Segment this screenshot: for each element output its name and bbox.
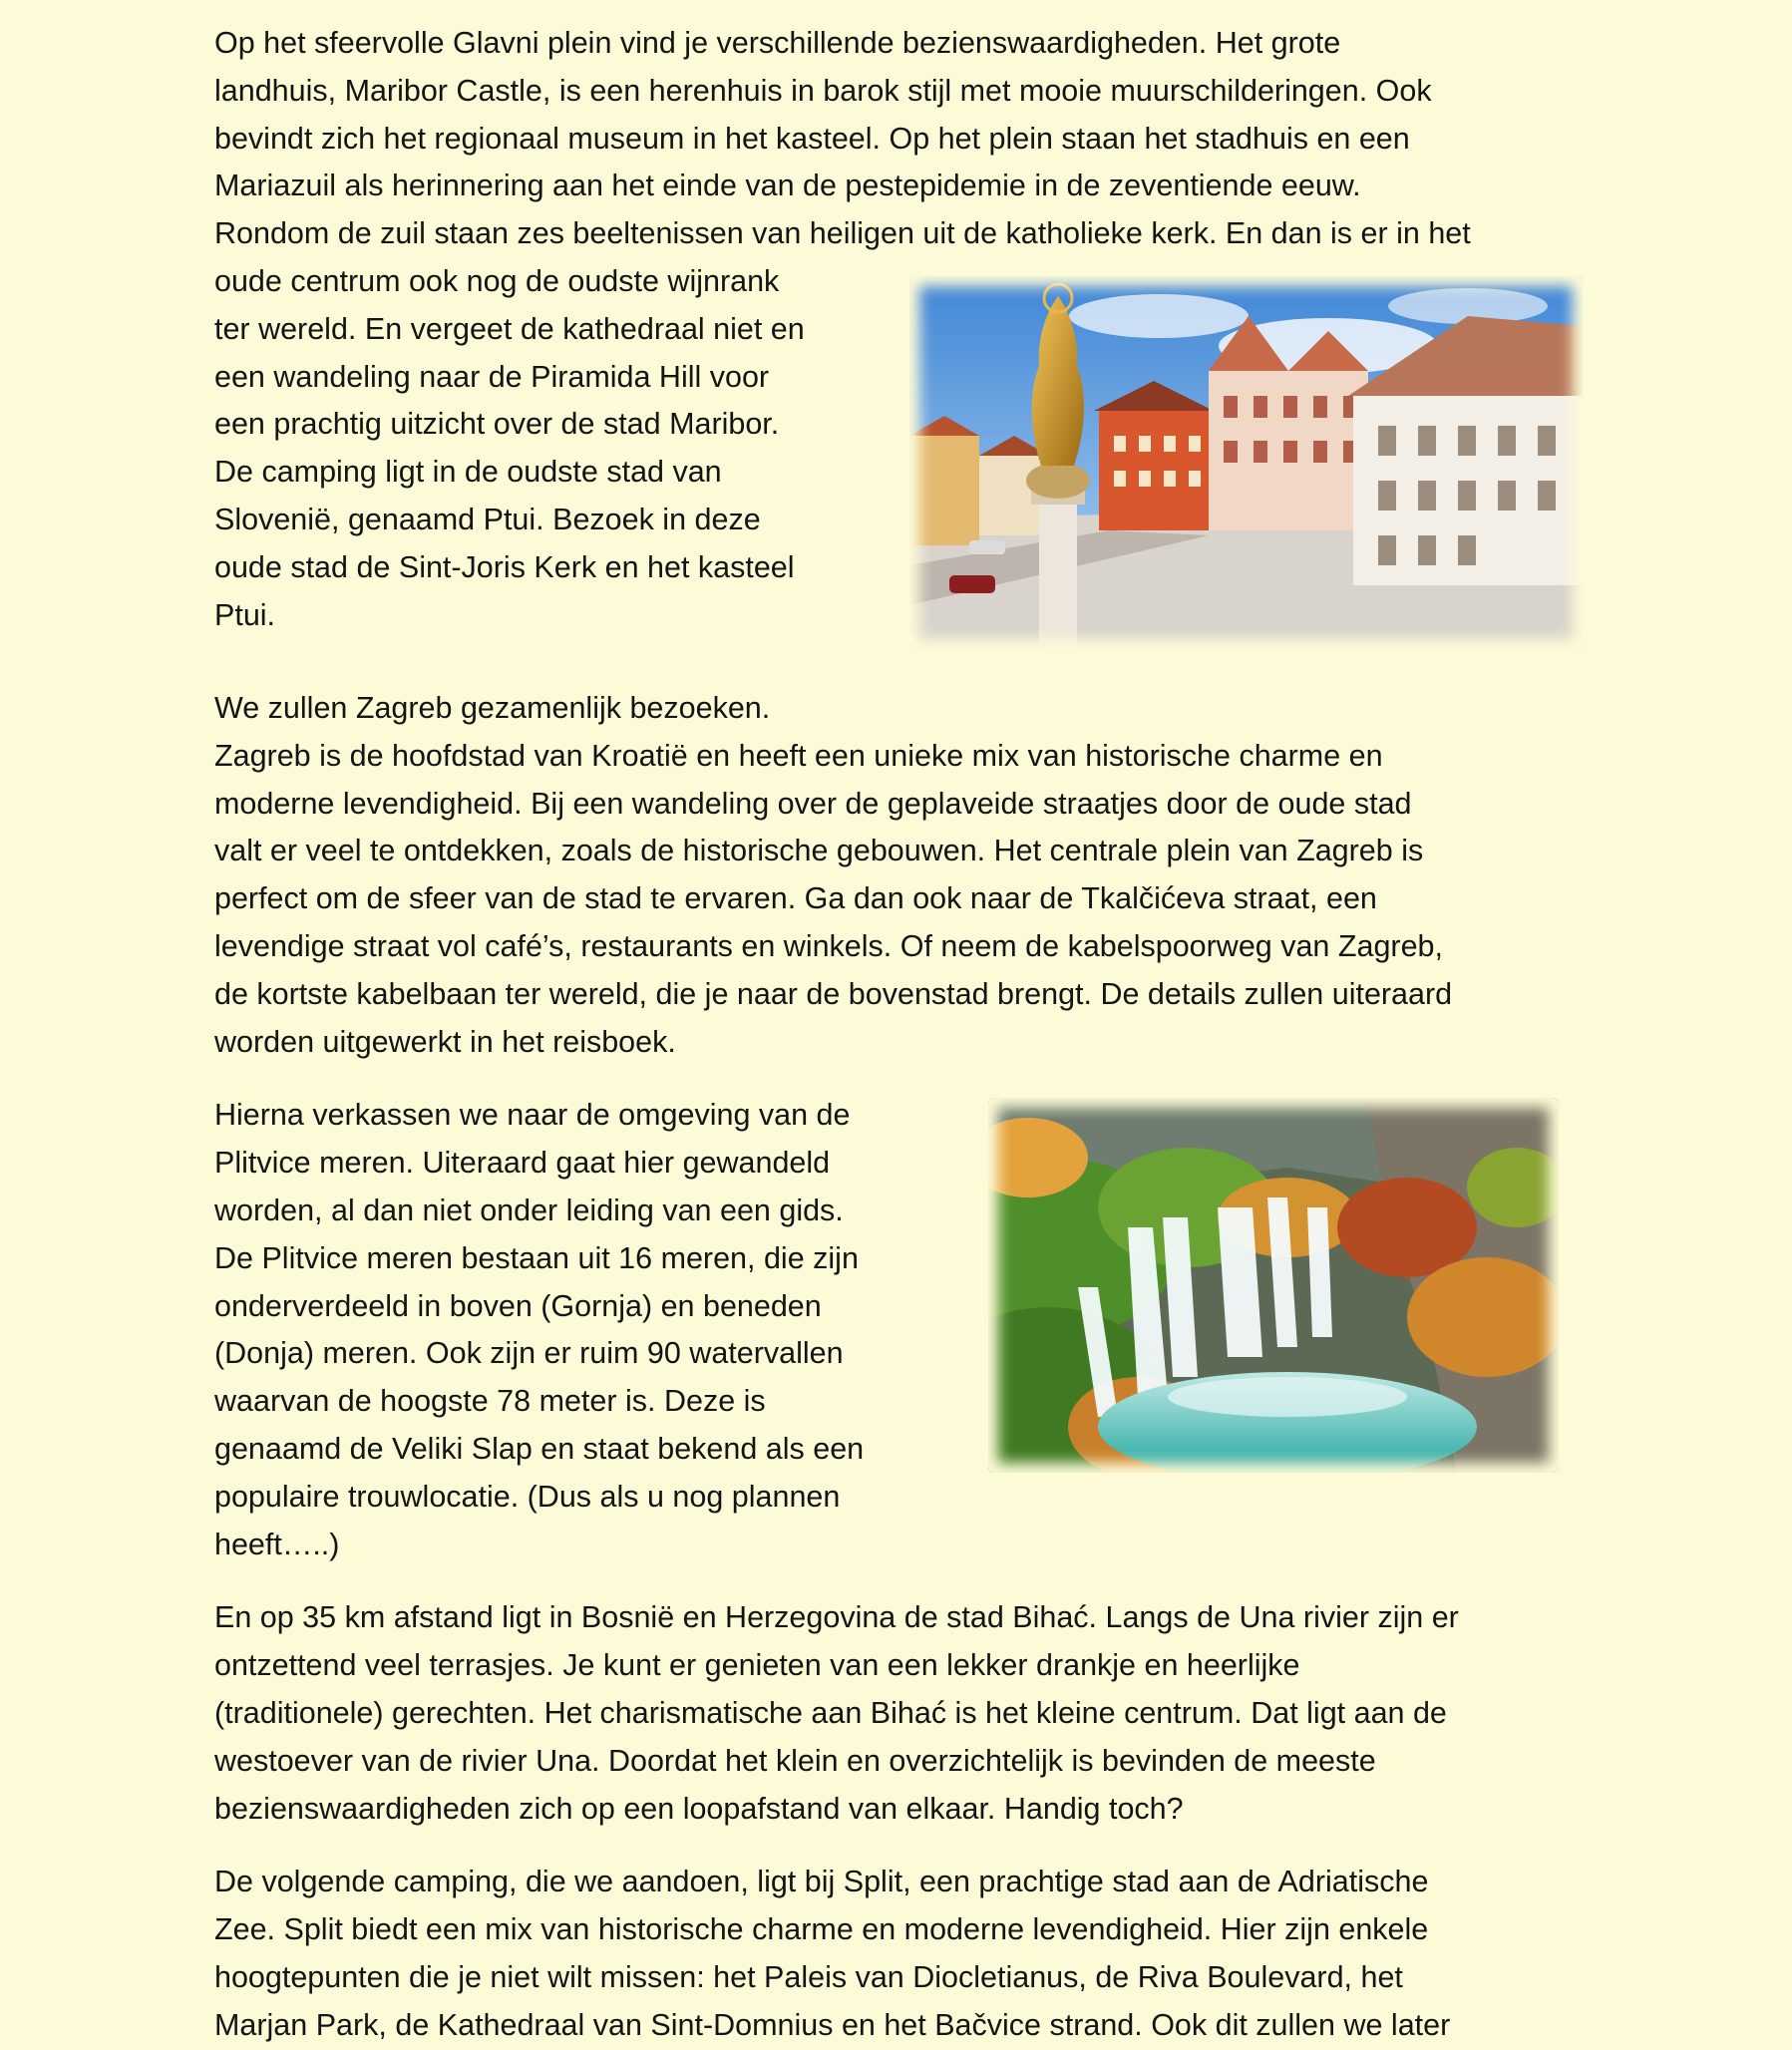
text-line: Hierna verkassen we naar de omgeving van de — [214, 1098, 851, 1133]
text-line: de kortste kabelbaan ter wereld, die je naar de bovenstad brengt. De details zullen uiteraard — [214, 976, 1453, 1011]
text-line: ontzettend veel terrasjes. Je kunt er genieten van een lekker drankje en heerlijke — [214, 1648, 1300, 1683]
text-line: Plitvice meren. Uiteraard gaat hier gewandeld — [214, 1146, 831, 1181]
paragraph-split — [214, 1859, 1583, 2049]
text-line: En op 35 km afstand ligt in Bosnië en Herzegovina de stad Bihać. Langs de Una rivier zijn er — [214, 1600, 1459, 1635]
text-line: Op het sfeervolle Glavni plein vind je verschillende bezienswaardigheden. Het grote — [214, 26, 1341, 60]
text-line: Slovenië, genaamd Ptui. Bezoek in deze — [214, 502, 761, 536]
maribor-square-photo — [909, 276, 1583, 649]
text-line: Rondom de zuil staan zes beeltenissen van heiligen uit de katholieke kerk. En dan is er in het — [214, 216, 1471, 251]
text-line: De Plitvice meren bestaan uit 16 meren, die zijn — [214, 1240, 859, 1275]
plitvice-waterfalls-illustration — [988, 1098, 1559, 1473]
text-line: genaamd de Veliki Slap en staat bekend als een — [214, 1431, 865, 1466]
text-line: moderne levendigheid. Bij een wandeling over de geplaveide straatjes door de oude stad — [214, 786, 1412, 821]
text-line: Ptui. — [214, 597, 276, 632]
text-line: bevindt zich het regionaal museum in het kasteel. Op het plein staan het stadhuis en een — [214, 121, 1410, 156]
paragraph-zagreb — [214, 685, 1583, 1066]
text-line: ter wereld. En vergeet de kathedraal niet en — [214, 311, 805, 346]
text-line: een wandeling naar de Piramida Hill voor — [214, 359, 770, 394]
text-line: landhuis, Maribor Castle, is een herenhuis in barok stijl met mooie muurschilderingen. Ook — [214, 73, 1432, 108]
text-line: populaire trouwlocatie. (Dus als u nog plannen — [214, 1479, 841, 1514]
maribor-square-illustration — [909, 276, 1583, 649]
text-line: bezienswaardigheden zich op een loopafstand van elkaar. Handig toch? — [214, 1791, 1184, 1826]
text-line: valt er veel te ontdekken, zoals de historische gebouwen. Het centrale plein van Zagreb is — [214, 834, 1424, 868]
paragraph-maribor — [214, 20, 1583, 639]
paragraph-plitvice — [214, 1092, 1583, 1568]
plitvice-waterfalls-photo — [988, 1098, 1559, 1473]
text-line: We zullen Zagreb gezamenlijk bezoeken. — [214, 690, 771, 725]
text-line: oude stad de Sint-Joris Kerk en het kasteel — [214, 549, 795, 584]
text-line: waarvan de hoogste 78 meter is. Deze is — [214, 1384, 766, 1419]
text-line: worden, al dan niet onder leiding van een gids. — [214, 1193, 844, 1227]
text-line: hoogtepunten die je niet wilt missen: het Paleis van Diocletianus, de Riva Boulevard, het — [214, 1959, 1403, 1994]
text-line: Marjan Park, de Kathedraal van Sint-Domnius en het Bačvice strand. Ook dit zullen we later — [214, 2007, 1451, 2042]
text-line: perfect om de sfeer van de stad te ervaren. Ga dan ook naar de Tkalčićeva straat, een — [214, 881, 1377, 916]
text-line: westoever van de rivier Una. Doordat het klein en overzichtelijk is bevinden de meeste — [214, 1743, 1376, 1778]
text-line: oude centrum ook nog de oudste wijnrank — [214, 263, 780, 298]
text-line: Zee. Split biedt een mix van historische charme en moderne levendigheid. Hier zijn enkele — [214, 1912, 1429, 1947]
text-line: De camping ligt in de oudste stad van — [214, 455, 722, 490]
text-line: een prachtig uitzicht over de stad Maribor. — [214, 407, 780, 442]
text-line: worden uitgewerkt in het reisboek. — [214, 1024, 676, 1059]
text-line: levendige straat vol café’s, restaurants en winkels. Of neem de kabelspoorweg van Zagreb, — [214, 928, 1443, 963]
text-line: Zagreb is de hoofdstad van Kroatië en heeft een unieke mix van historische charme en — [214, 738, 1383, 773]
paragraph-bihac — [214, 1594, 1583, 1833]
text-line: (Donja) meren. Ook zijn er ruim 90 watervallen — [214, 1336, 844, 1371]
text-line: onderverdeeld in boven (Gornja) en beneden — [214, 1288, 822, 1323]
text-line: Mariazuil als herinnering aan het einde van de pestepidemie in de zeventiende eeuw. — [214, 169, 1361, 203]
text-line: (traditionele) gerechten. Het charismatische aan Bihać is het kleine centrum. Dat ligt aan de — [214, 1695, 1447, 1730]
text-line: De volgende camping, die we aandoen, ligt bij Split, een prachtige stad aan de Adriatische — [214, 1865, 1429, 1899]
text-line: heeft…..) — [214, 1527, 340, 1561]
document-page — [214, 20, 1583, 2050]
